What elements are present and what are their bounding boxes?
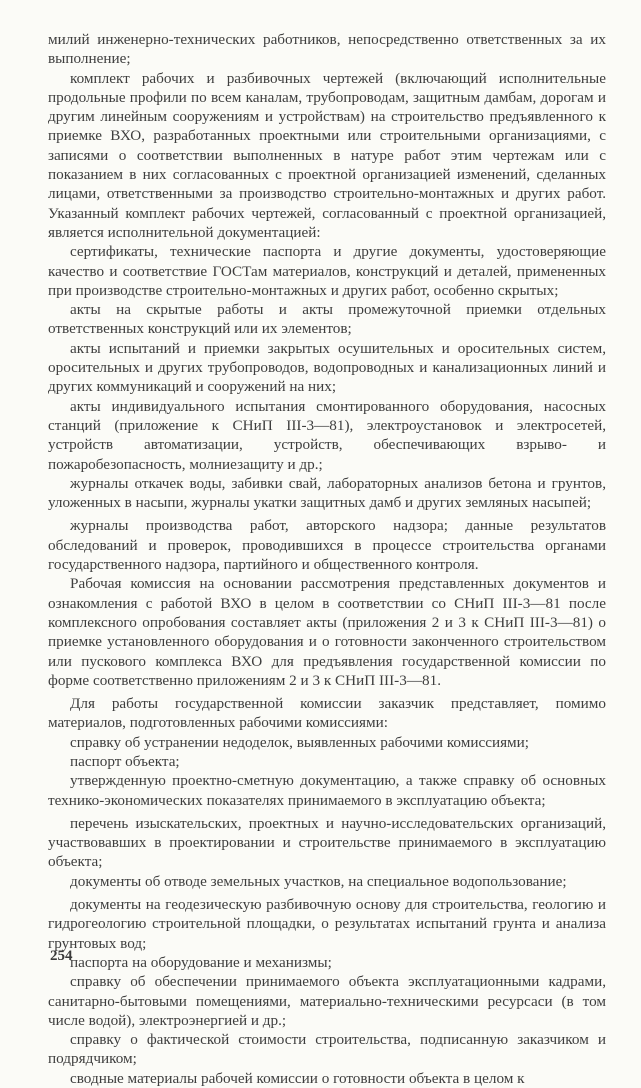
paragraph: сертификаты, технические паспорта и другие документы, удостоверяющие качество и соответствие ГОСТам материалов, конструкций и деталей, примененных при производстве строительно-монтажных и других работ, особенно скрытых; [48, 243, 606, 299]
paragraph: сводные материалы рабочей комиссии о готовности объекта в целом к [70, 1069, 525, 1087]
paragraph: журналы производства работ, авторского надзора; данные результатов обследований и проверок, проводившихся в процессе строительства органами государственного надзора, партийного и общественного контроля. [48, 517, 606, 574]
paragraph: акты испытаний и приемки закрытых осушительных и оросительных систем, оросительных и других трубопроводов, водопроводных и канализационных линий и других коммуникаций и сооружений на них; [48, 339, 606, 396]
paragraph: перечень изыскательских, проектных и научно-исследовательских организаций, участвовавших в проектировании и строительстве принимаемого в эксплуатацию объекта; [48, 814, 606, 871]
paragraph: справку об устранении недоделок, выявленных рабочими комиссиями; [70, 733, 530, 751]
paragraph: паспорта на оборудование и механизмы; [70, 953, 332, 971]
paragraph: акты индивидуального испытания смонтированного оборудования, насосных станций (приложение к СНиП III-3—81), электроустановок и электросетей, устройств автоматизации, устройств, обеспечивающих взрыво- и пожаробезопасность, молниезащиту и др.; [48, 397, 606, 473]
paragraph: журналы откачек воды, забивки свай, лабораторных анализов бетона и грунтов, уложенных в насыпи, журналы укатки защитных дамб и других земляных насыпей; [48, 474, 606, 512]
paragraph: Рабочая комиссия на основании рассмотрения представленных документов и ознакомления с работой ВХО в целом в соответствии со СНиП III-3—81 после комплексного опробования составляет акты (приложения 2 и 3 к СНиП III-3—81) о приемке установленного оборудования и о готовности законченного строительством или пускового комплекса ВХО для предъявления государственной комиссии по форме соответственно приложениям 2 и 3 к СНиП III-3—81. [48, 575, 606, 689]
page-number: 254 [50, 948, 73, 964]
paragraph: утвержденную проектно-сметную документацию, а также справку об основных технико-экономических показателях принимаемого в эксплуатацию объекта; [48, 772, 606, 809]
paragraph: акты на скрытые работы и акты промежуточной приемки отдельных ответственных конструкций или их элементов; [48, 301, 606, 338]
paragraph: документы об отводе земельных участков, на специальное водопользование; [70, 872, 567, 890]
paragraph: комплект рабочих и разбивочных чертежей (включающий исполнительные продольные профили по всем каналам, трубопроводам, защитным дамбам, дорогам и другим линейным сооружениям и устройствам) на строительство предъявленного к приемке ВХО, разработанных проектными или строительными организациями, с записями о соответствии выполненных в натуре работ этим чертежам или с показанием в них согласованных с проектной организацией изменений, сделанных лицами, ответственными за производство строительно-монтажных и других работ. Указанный комплект рабочих чертежей, согласованный с проектной организацией, является исполнительной документацией: [48, 69, 606, 241]
paragraph: Для работы государственной комиссии заказчик представляет, помимо материалов, подготовленных рабочими комиссиями: [48, 695, 606, 732]
paragraph: справку об обеспечении принимаемого объекта эксплуатационными кадрами, санитарно-бытовыми помещениями, материально-техническими ресурсаси (в том числе водой), электроэнергией и др.; [48, 973, 606, 1029]
paragraph: справку о фактической стоимости строительства, подписанную заказчиком и подрядчиком; [48, 1031, 606, 1068]
paragraph: милий инженерно-технических работников, непосредственно ответственных за их выполнение; [48, 31, 606, 68]
paragraph: документы на геодезическую разбивочную основу для строительства, геологию и гидрогеологию строительной площадки, о результатах испытаний грунта и анализа грунтовых вод; [48, 896, 606, 952]
body-text [48, 30, 606, 1088]
paragraph: паспорт объекта; [70, 752, 180, 770]
